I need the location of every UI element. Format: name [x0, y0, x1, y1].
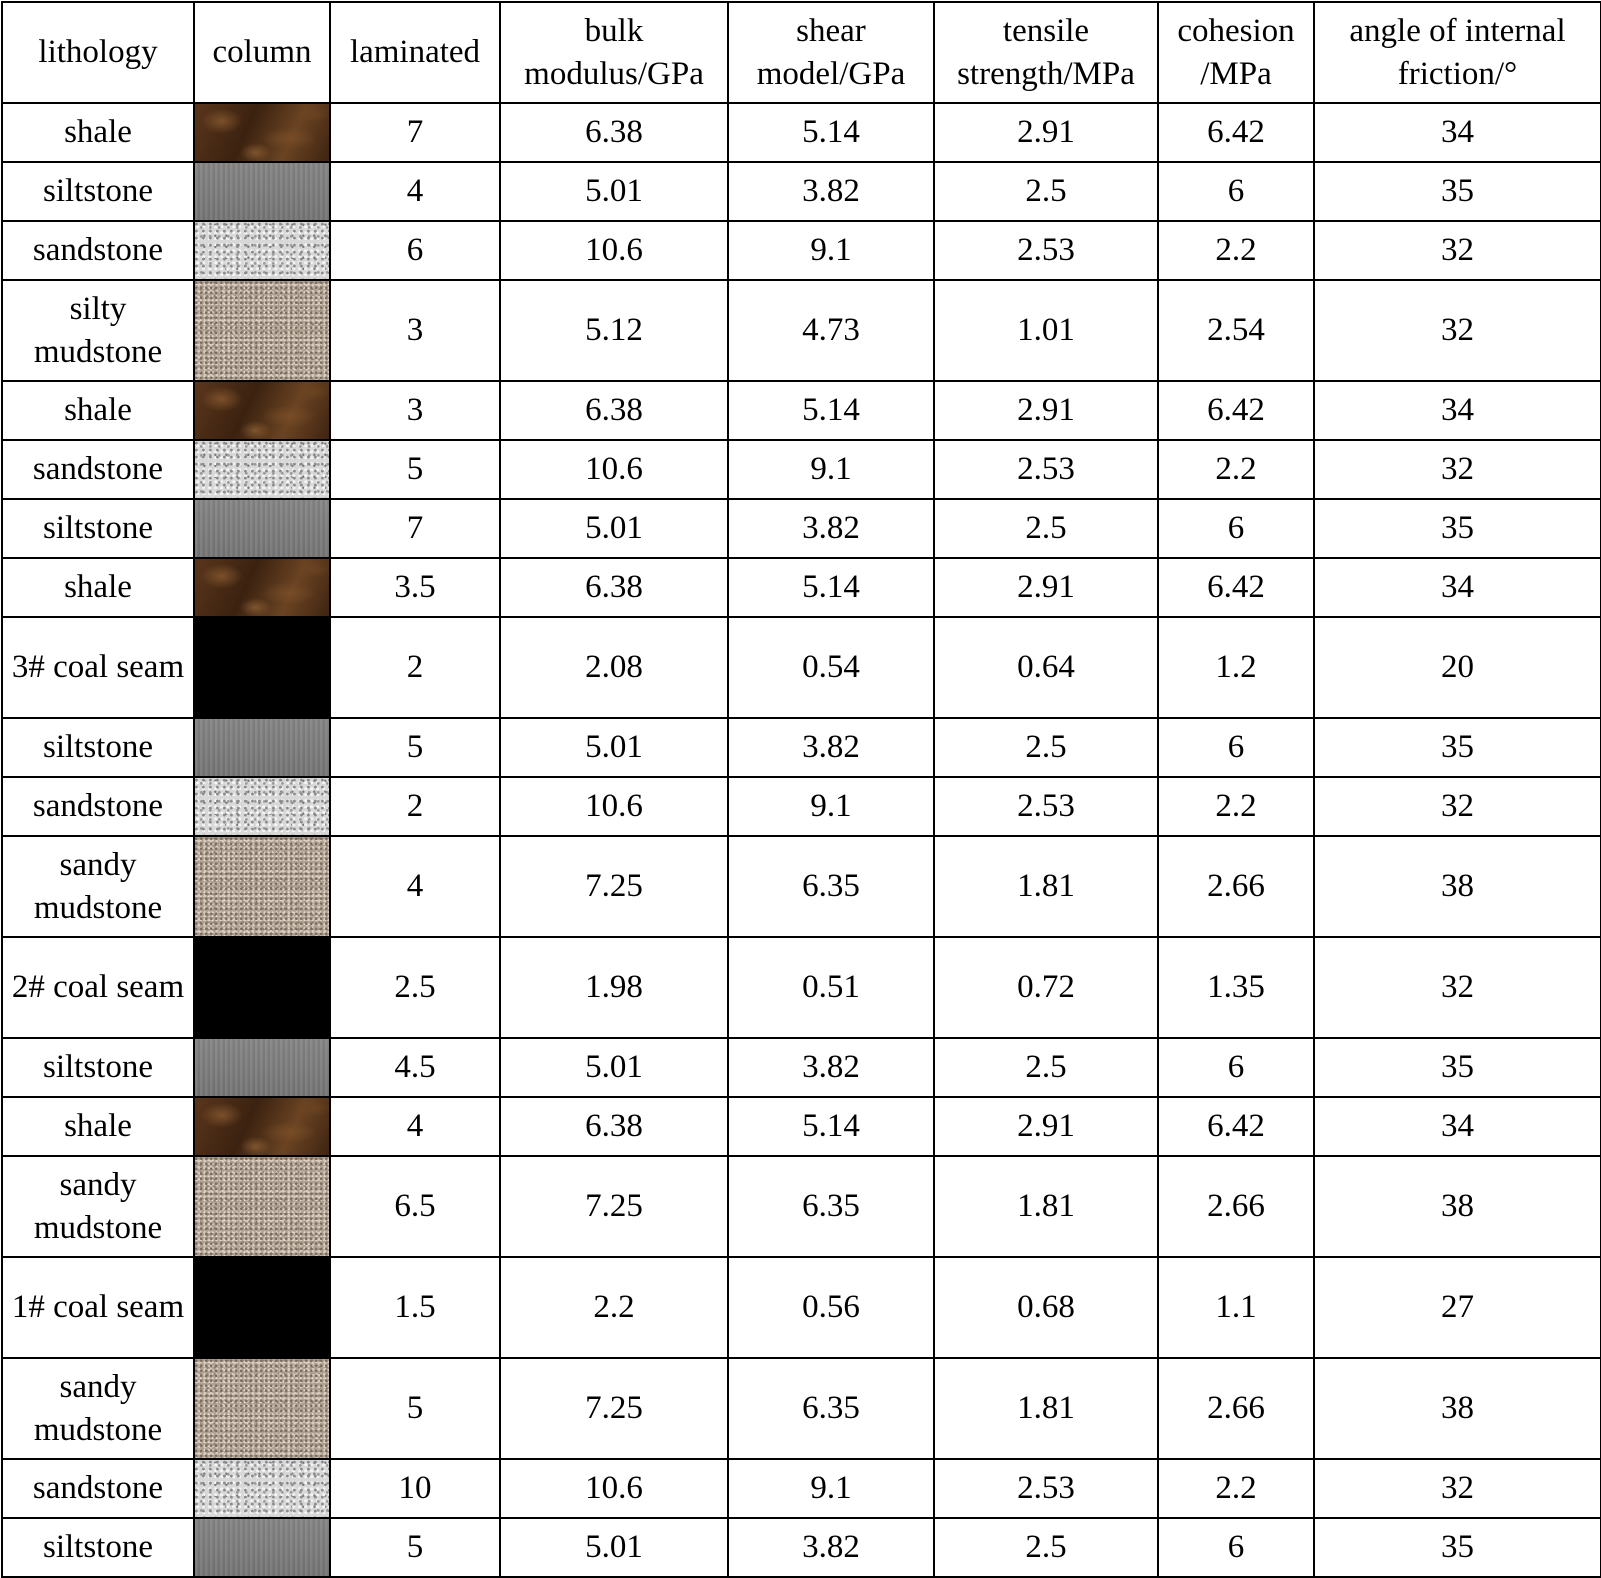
rock-properties-table [1, 1, 1601, 1578]
tensile-strength-cell: 0.72 [934, 937, 1158, 1038]
shear-model-cell: 3.82 [728, 499, 934, 558]
table-row [2, 280, 1601, 381]
header-shear-model: shear model/GPa [728, 2, 934, 103]
cohesion-cell: 1.1 [1158, 1257, 1314, 1358]
bulk-modulus-cell: 5.01 [500, 718, 728, 777]
tensile-strength-cell: 2.91 [934, 103, 1158, 162]
table-row [2, 1459, 1601, 1518]
lithology-cell: siltstone [2, 499, 194, 558]
bulk-modulus-cell: 6.38 [500, 558, 728, 617]
laminated-cell: 2 [330, 617, 500, 718]
friction-angle-cell: 35 [1314, 162, 1601, 221]
table-row [2, 836, 1601, 937]
shear-model-cell: 5.14 [728, 558, 934, 617]
tensile-strength-cell: 1.81 [934, 1358, 1158, 1459]
bulk-modulus-cell: 7.25 [500, 1156, 728, 1257]
bulk-modulus-cell: 2.2 [500, 1257, 728, 1358]
friction-angle-cell: 27 [1314, 1257, 1601, 1358]
friction-angle-cell: 35 [1314, 499, 1601, 558]
shear-model-cell: 5.14 [728, 1097, 934, 1156]
sandstone-swatch [195, 441, 329, 498]
laminated-cell: 10 [330, 1459, 500, 1518]
lithology-cell: sandstone [2, 221, 194, 280]
column-cell [194, 221, 330, 280]
cohesion-cell: 6.42 [1158, 381, 1314, 440]
table-row [2, 1257, 1601, 1358]
lithology-cell: sandy mudstone [2, 836, 194, 937]
lithology-cell: shale [2, 558, 194, 617]
coal-swatch [195, 938, 329, 1037]
bulk-modulus-cell: 10.6 [500, 1459, 728, 1518]
tensile-strength-cell: 2.91 [934, 381, 1158, 440]
laminated-cell: 7 [330, 103, 500, 162]
lithology-cell: sandy mudstone [2, 1358, 194, 1459]
tensile-strength-cell: 2.5 [934, 499, 1158, 558]
table-row [2, 1358, 1601, 1459]
laminated-cell: 2.5 [330, 937, 500, 1038]
lithology-cell: 2# coal seam [2, 937, 194, 1038]
laminated-cell: 3 [330, 381, 500, 440]
cohesion-cell: 2.66 [1158, 1358, 1314, 1459]
lithology-cell: silty mudstone [2, 280, 194, 381]
bulk-modulus-cell: 5.01 [500, 1518, 728, 1577]
table-row [2, 1038, 1601, 1097]
column-cell [194, 381, 330, 440]
table-row [2, 617, 1601, 718]
cohesion-cell: 6 [1158, 718, 1314, 777]
table-row [2, 777, 1601, 836]
header-bulk-modulus: bulk modulus/GPa [500, 2, 728, 103]
cohesion-cell: 2.2 [1158, 1459, 1314, 1518]
column-cell [194, 1518, 330, 1577]
table-row [2, 558, 1601, 617]
shale-swatch [195, 559, 329, 616]
mudstone-swatch [195, 281, 329, 380]
bulk-modulus-cell: 10.6 [500, 777, 728, 836]
header-column: column [194, 2, 330, 103]
column-cell [194, 937, 330, 1038]
column-cell [194, 558, 330, 617]
friction-angle-cell: 32 [1314, 937, 1601, 1038]
friction-angle-cell: 34 [1314, 1097, 1601, 1156]
bulk-modulus-cell: 5.01 [500, 1038, 728, 1097]
friction-angle-cell: 34 [1314, 558, 1601, 617]
bulk-modulus-cell: 6.38 [500, 381, 728, 440]
laminated-cell: 7 [330, 499, 500, 558]
shear-model-cell: 3.82 [728, 162, 934, 221]
table-row [2, 440, 1601, 499]
coal-swatch [195, 618, 329, 717]
sandstone-swatch [195, 222, 329, 279]
table-row [2, 381, 1601, 440]
shear-model-cell: 3.82 [728, 1038, 934, 1097]
tensile-strength-cell: 2.5 [934, 1518, 1158, 1577]
laminated-cell: 3.5 [330, 558, 500, 617]
shear-model-cell: 6.35 [728, 1358, 934, 1459]
laminated-cell: 3 [330, 280, 500, 381]
tensile-strength-cell: 2.53 [934, 440, 1158, 499]
tensile-strength-cell: 2.91 [934, 558, 1158, 617]
laminated-cell: 5 [330, 440, 500, 499]
shear-model-cell: 6.35 [728, 1156, 934, 1257]
friction-angle-cell: 32 [1314, 221, 1601, 280]
bulk-modulus-cell: 10.6 [500, 440, 728, 499]
lithology-cell: sandstone [2, 777, 194, 836]
lithology-cell: shale [2, 1097, 194, 1156]
cohesion-cell: 2.66 [1158, 1156, 1314, 1257]
bulk-modulus-cell: 1.98 [500, 937, 728, 1038]
table-row [2, 1156, 1601, 1257]
shear-model-cell: 9.1 [728, 777, 934, 836]
header-row [2, 2, 1601, 103]
friction-angle-cell: 38 [1314, 1156, 1601, 1257]
shear-model-cell: 4.73 [728, 280, 934, 381]
shear-model-cell: 3.82 [728, 1518, 934, 1577]
siltstone-swatch [195, 163, 329, 220]
table-row [2, 162, 1601, 221]
laminated-cell: 6 [330, 221, 500, 280]
laminated-cell: 5 [330, 718, 500, 777]
cohesion-cell: 6 [1158, 1518, 1314, 1577]
lithology-cell: sandstone [2, 440, 194, 499]
tensile-strength-cell: 2.5 [934, 1038, 1158, 1097]
mudstone-swatch [195, 1359, 329, 1458]
shear-model-cell: 9.1 [728, 221, 934, 280]
shale-swatch [195, 104, 329, 161]
table-row [2, 1097, 1601, 1156]
shear-model-cell: 5.14 [728, 103, 934, 162]
lithology-cell: sandy mudstone [2, 1156, 194, 1257]
cohesion-cell: 6 [1158, 162, 1314, 221]
bulk-modulus-cell: 5.01 [500, 162, 728, 221]
shale-swatch [195, 382, 329, 439]
friction-angle-cell: 34 [1314, 381, 1601, 440]
bulk-modulus-cell: 5.12 [500, 280, 728, 381]
friction-angle-cell: 32 [1314, 280, 1601, 381]
mudstone-swatch [195, 1157, 329, 1256]
header-tensile-strength: tensile strength/MPa [934, 2, 1158, 103]
cohesion-cell: 1.35 [1158, 937, 1314, 1038]
bulk-modulus-cell: 7.25 [500, 1358, 728, 1459]
lithology-cell: 3# coal seam [2, 617, 194, 718]
tensile-strength-cell: 0.64 [934, 617, 1158, 718]
column-cell [194, 440, 330, 499]
table-row [2, 718, 1601, 777]
laminated-cell: 4 [330, 836, 500, 937]
column-cell [194, 617, 330, 718]
laminated-cell: 5 [330, 1358, 500, 1459]
column-cell [194, 1459, 330, 1518]
cohesion-cell: 6.42 [1158, 1097, 1314, 1156]
cohesion-cell: 6.42 [1158, 103, 1314, 162]
tensile-strength-cell: 0.68 [934, 1257, 1158, 1358]
laminated-cell: 1.5 [330, 1257, 500, 1358]
header-cohesion: cohesion /MPa [1158, 2, 1314, 103]
column-cell [194, 1097, 330, 1156]
column-cell [194, 836, 330, 937]
laminated-cell: 4 [330, 1097, 500, 1156]
laminated-cell: 2 [330, 777, 500, 836]
tensile-strength-cell: 2.91 [934, 1097, 1158, 1156]
friction-angle-cell: 38 [1314, 836, 1601, 937]
column-cell [194, 1358, 330, 1459]
siltstone-swatch [195, 500, 329, 557]
table-row [2, 221, 1601, 280]
column-cell [194, 280, 330, 381]
cohesion-cell: 1.2 [1158, 617, 1314, 718]
laminated-cell: 6.5 [330, 1156, 500, 1257]
friction-angle-cell: 38 [1314, 1358, 1601, 1459]
header-friction-angle: angle of internal friction/° [1314, 2, 1601, 103]
friction-angle-cell: 32 [1314, 1459, 1601, 1518]
bulk-modulus-cell: 10.6 [500, 221, 728, 280]
header-laminated: laminated [330, 2, 500, 103]
sandstone-swatch [195, 778, 329, 835]
cohesion-cell: 2.2 [1158, 221, 1314, 280]
bulk-modulus-cell: 7.25 [500, 836, 728, 937]
cohesion-cell: 2.54 [1158, 280, 1314, 381]
shale-swatch [195, 1098, 329, 1155]
column-cell [194, 1156, 330, 1257]
cohesion-cell: 2.66 [1158, 836, 1314, 937]
tensile-strength-cell: 2.53 [934, 1459, 1158, 1518]
bulk-modulus-cell: 6.38 [500, 1097, 728, 1156]
laminated-cell: 5 [330, 1518, 500, 1577]
shear-model-cell: 0.56 [728, 1257, 934, 1358]
lithology-cell: siltstone [2, 718, 194, 777]
column-cell [194, 718, 330, 777]
tensile-strength-cell: 2.53 [934, 221, 1158, 280]
tensile-strength-cell: 1.01 [934, 280, 1158, 381]
column-cell [194, 1038, 330, 1097]
siltstone-swatch [195, 1039, 329, 1096]
column-cell [194, 499, 330, 558]
shear-model-cell: 9.1 [728, 1459, 934, 1518]
friction-angle-cell: 32 [1314, 777, 1601, 836]
siltstone-swatch [195, 719, 329, 776]
tensile-strength-cell: 2.5 [934, 162, 1158, 221]
friction-angle-cell: 32 [1314, 440, 1601, 499]
shear-model-cell: 9.1 [728, 440, 934, 499]
tensile-strength-cell: 1.81 [934, 836, 1158, 937]
cohesion-cell: 6.42 [1158, 558, 1314, 617]
cohesion-cell: 2.2 [1158, 777, 1314, 836]
lithology-cell: siltstone [2, 1518, 194, 1577]
laminated-cell: 4 [330, 162, 500, 221]
lithology-cell: sandstone [2, 1459, 194, 1518]
header-lithology: lithology [2, 2, 194, 103]
table-row [2, 103, 1601, 162]
mudstone-swatch [195, 837, 329, 936]
table-row [2, 499, 1601, 558]
tensile-strength-cell: 2.5 [934, 718, 1158, 777]
table-row [2, 937, 1601, 1038]
tensile-strength-cell: 1.81 [934, 1156, 1158, 1257]
lithology-cell: siltstone [2, 1038, 194, 1097]
laminated-cell: 4.5 [330, 1038, 500, 1097]
shear-model-cell: 0.54 [728, 617, 934, 718]
shear-model-cell: 0.51 [728, 937, 934, 1038]
column-cell [194, 777, 330, 836]
table-row [2, 1518, 1601, 1577]
cohesion-cell: 2.2 [1158, 440, 1314, 499]
tensile-strength-cell: 2.53 [934, 777, 1158, 836]
bulk-modulus-cell: 2.08 [500, 617, 728, 718]
siltstone-swatch [195, 1519, 329, 1576]
friction-angle-cell: 35 [1314, 1038, 1601, 1097]
cohesion-cell: 6 [1158, 499, 1314, 558]
shear-model-cell: 3.82 [728, 718, 934, 777]
shear-model-cell: 6.35 [728, 836, 934, 937]
shear-model-cell: 5.14 [728, 381, 934, 440]
lithology-cell: shale [2, 381, 194, 440]
lithology-cell: 1# coal seam [2, 1257, 194, 1358]
friction-angle-cell: 35 [1314, 718, 1601, 777]
column-cell [194, 162, 330, 221]
sandstone-swatch [195, 1460, 329, 1517]
coal-swatch [195, 1258, 329, 1357]
friction-angle-cell: 35 [1314, 1518, 1601, 1577]
friction-angle-cell: 34 [1314, 103, 1601, 162]
table-body [2, 103, 1601, 1577]
friction-angle-cell: 20 [1314, 617, 1601, 718]
column-cell [194, 1257, 330, 1358]
bulk-modulus-cell: 6.38 [500, 103, 728, 162]
cohesion-cell: 6 [1158, 1038, 1314, 1097]
column-cell [194, 103, 330, 162]
bulk-modulus-cell: 5.01 [500, 499, 728, 558]
lithology-cell: shale [2, 103, 194, 162]
lithology-cell: siltstone [2, 162, 194, 221]
